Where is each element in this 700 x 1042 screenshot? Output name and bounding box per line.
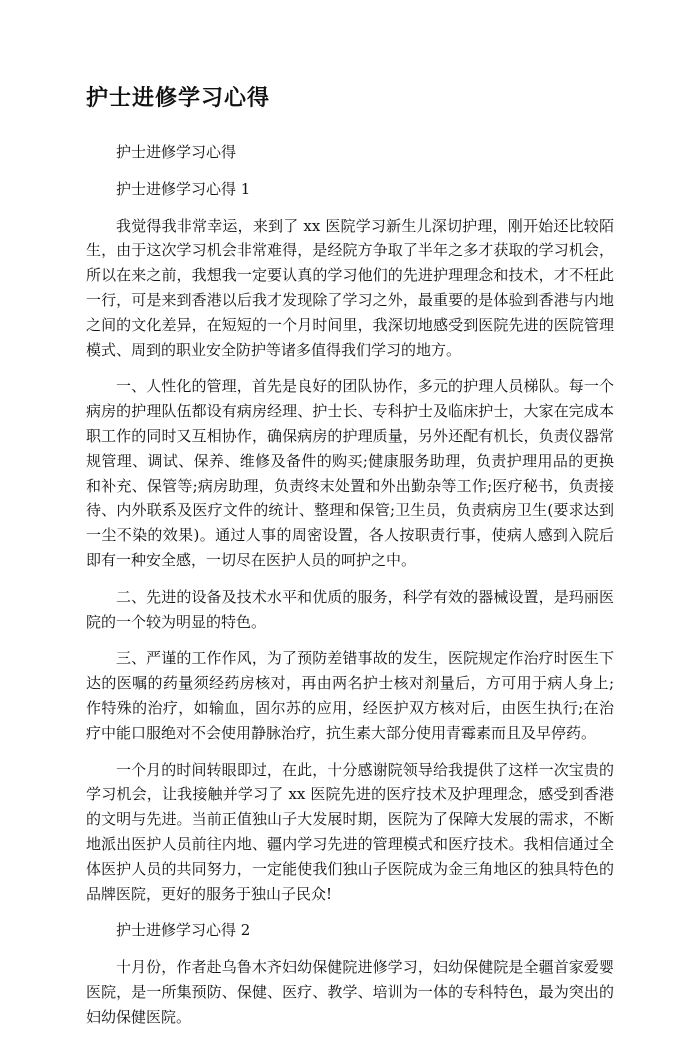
section-2-title: 护士进修学习心得 2	[116, 921, 251, 940]
document-title: 护士进修学习心得	[86, 86, 271, 111]
paragraph: 二、先进的设备及技术水平和优质的服务，科学有效的器械设置，是玛丽医院的一个较为明显的特色。	[86, 587, 614, 631]
paragraph: 十月份，作者赴乌鲁木齐妇幼保健院进修学习，妇幼保健院是全疆首家爱婴医院，是一所集预防、保健、医疗、教学、培训为一体的专科特色，最为突出的妇幼保健医院。	[86, 958, 614, 1026]
paragraph: 三、严谨的工作作风，为了预防差错事故的发生，医院规定作治疗时医生下达的医嘱的药量须经药房核对，再由两名护士核对剂量后，方可用于病人身上;作特殊的治疗，如输血，固尔苏的应用，经医护双方核对后，由医生执行;在治疗中能口服绝对不会使用静脉治疗，抗生素大部分使用青霉素而且及早停药。	[86, 649, 614, 742]
subtitle: 护士进修学习心得	[116, 143, 237, 161]
paragraph: 我觉得我非常幸运，来到了 xx 医院学习新生儿深切护理，刚开始还比较陌生，由于这次学习机会非常难得，是经院方争取了半年之多才获取的学习机会，所以在来之前，我想我一定要认真的学习他们的先进护理理念和技术，才不枉此一行，可是来到香港以后我才发现除了学习之外，最重要的是体验到香港与内地之间的文化差异，在短短的一个月时间里，我深切地感受到医院先进的医院管理模式、周到的职业安全防护等诸多值得我们学习的地方。	[86, 216, 614, 359]
document-body	[86, 140, 614, 1042]
paragraph: 一、人性化的管理，首先是良好的团队协作，多元的护理人员梯队。每一个病房的护理队伍都设有病房经理、护士长、专科护士及临床护士，大家在完成本职工作的同时又互相协作，确保病房的护理质量，另外还配有机长，负责仪器常规管理、调试、保养、维修及备件的购买;健康服务助理，负责护理用品的更换和补充、保管等;病房助理，负责终末处置和外出勤杂等工作;医疗秘书，负责接待、内外联系及医疗文件的统计、整理和保管;卫生员，负责病房卫生(要求达到一尘不染的效果)。通过人事的周密设置，各人按职责行事，使病人感到入院后即有一种安全感，一切尽在医护人员的呵护之中。	[86, 377, 614, 569]
section-1-title: 护士进修学习心得 1	[116, 179, 251, 198]
paragraph: 一个月的时间转眼即过，在此，十分感谢院领导给我提供了这样一次宝贵的学习机会，让我接触并学习了 xx 医院先进的医疗技术及护理理念，感受到香港的文明与先进。当前正值独山子大发展时期，医院为了保障大发展的需求，不断地派出医护人员前往内地、疆内学习先进的管理模式和医疗技术。我相信通过全体医护人员的共同努力，一定能使我们独山子医院成为金三角地区的独具特色的品牌医院，更好的服务于独山子民众!	[86, 760, 614, 903]
